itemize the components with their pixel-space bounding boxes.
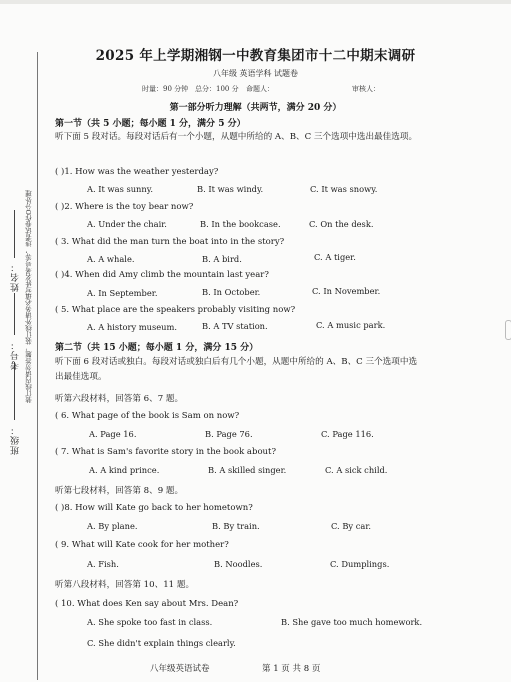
question-1: ( )1. How was the weather yesterday? <box>55 167 219 177</box>
q6-option-a: A. Page 16. <box>89 429 137 439</box>
question-9: ( 9. What will Kate cook for her mother? <box>55 540 229 550</box>
q1-option-b: B. It was windy. <box>197 184 264 194</box>
name-label: 姓名： <box>11 262 21 292</box>
question-7: ( 7. What is Sam's favorite story in the book about? <box>55 447 277 457</box>
exam-reviewer: 审核人： <box>352 85 380 93</box>
q9-option-c: C. Dumplings. <box>330 559 390 569</box>
footer-page-number: 第 1 页 共 8 页 <box>262 664 321 674</box>
section-two-title: 第二节（共 15 小题；每小题 1 分，满分 15 分） <box>55 343 259 353</box>
q4-option-b: B. In October. <box>202 287 261 297</box>
material-seven: 听第七段材料，回答第 8、9 题。 <box>55 486 184 496</box>
q3-option-a: A. A whale. <box>87 254 135 264</box>
exam-subtitle: 八年级 英语学科 试题卷 <box>212 69 299 78</box>
q2-option-c: C. On the desk. <box>309 219 374 229</box>
q8-option-a: A. By plane. <box>87 521 138 531</box>
exam-title: 2025 年上学期湘钢一中教育集团市十二中期末调研 <box>95 48 416 64</box>
q9-option-b: B. Noodles. <box>214 559 263 569</box>
question-4: ( )4. When did Amy climb the mountain last year? <box>55 270 269 280</box>
q10-option-a: A. She spoke too fast in class. <box>87 617 213 627</box>
q8-option-b: B. By train. <box>212 521 260 531</box>
material-eight: 听第八段材料，回答第 10、11 题。 <box>55 580 195 590</box>
class-label: 班级： <box>11 425 21 455</box>
exam-number-blank <box>14 293 15 335</box>
q8-option-c: C. By car. <box>331 521 372 531</box>
q5-option-b: B. A TV station. <box>202 321 268 331</box>
section-one-title: 第一节（共 5 小题；每小题 1 分，满分 5 分） <box>55 119 246 129</box>
q1-option-c: C. It was snowy. <box>310 184 378 194</box>
q9-option-a: A. Fish. <box>87 559 119 569</box>
q3-option-c: C. A tiger. <box>314 252 356 262</box>
q4-option-c: C. In November. <box>312 286 381 296</box>
binding-note: 装订线内请勿答题，装订线外请务必填写姓名考号等，违者试卷作O分处理 <box>25 190 33 404</box>
q7-option-a: A. A kind prince. <box>89 465 160 475</box>
q5-option-c: C. A music park. <box>316 320 386 330</box>
question-5: ( 5. What place are the speakers probably visiting now? <box>55 305 296 315</box>
footer-paper-name: 八年级英语试卷 <box>150 664 210 674</box>
name-blank <box>14 210 15 258</box>
question-8: ( )8. How will Kate go back to her hometown? <box>55 503 253 513</box>
question-2: ( )2. Where is the toy bear now? <box>55 202 194 212</box>
exam-time: 时量：90 分钟 <box>142 85 189 93</box>
part-one-title: 第一部分听力理解（共两节，满分 20 分） <box>169 103 342 113</box>
q6-option-b: B. Page 76. <box>205 429 253 439</box>
exam-author: 命题人： <box>246 85 274 93</box>
exam-score: 总分：100 分 <box>195 85 239 93</box>
section-one-instructions: 听下面 5 段对话。每段对话后有一个小题，从题中所给的 A、B、C 三个选项中选出最佳选项。 <box>55 132 418 142</box>
exam-number-label: 考号： <box>11 340 21 370</box>
q5-option-a: A. A history museum. <box>87 322 177 332</box>
question-10: ( 10. What does Ken say about Mrs. Dean? <box>55 599 239 609</box>
q1-option-a: A. It was sunny. <box>87 184 153 194</box>
section-two-instructions: 听下面 6 段对话或独白。每段对话或独白后有几个小题，从题中所给的 A、B、C 三个选项中选出最佳选项。 <box>55 357 418 382</box>
q10-option-b: B. She gave too much homework. <box>281 617 423 627</box>
page-top-edge <box>0 0 511 4</box>
q7-option-b: B. A skilled singer. <box>208 465 287 475</box>
binding-line <box>37 52 38 680</box>
q7-option-c: C. A sick child. <box>325 465 388 475</box>
question-6: ( 6. What page of the book is Sam on now? <box>55 411 240 421</box>
q2-option-b: B. In the bookcase. <box>200 219 281 229</box>
question-3: ( 3. What did the man turn the boat into in the story? <box>55 237 285 247</box>
q2-option-a: A. Under the chair. <box>87 219 167 229</box>
page-side-mark <box>505 320 511 340</box>
q6-option-c: C. Page 116. <box>321 429 374 439</box>
q4-option-a: A. In September. <box>87 288 158 298</box>
q3-option-b: B. A bird. <box>202 254 242 264</box>
class-blank <box>14 362 15 420</box>
q10-option-c: C. She didn't explain things clearly. <box>87 638 236 648</box>
material-six: 听第六段材料，回答第 6、7 题。 <box>55 394 184 404</box>
